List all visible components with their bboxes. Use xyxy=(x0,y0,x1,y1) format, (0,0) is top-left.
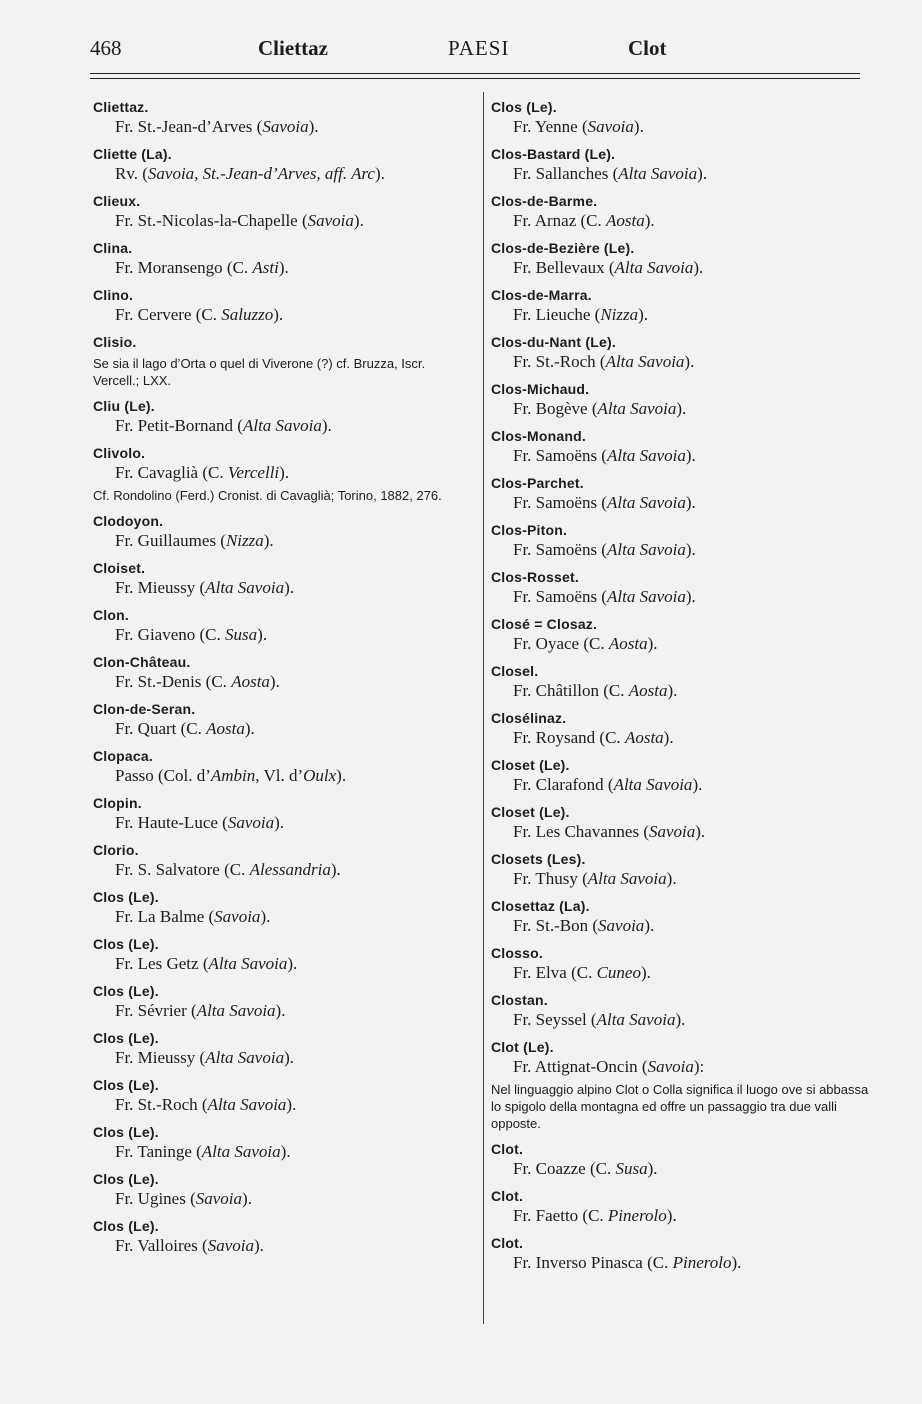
dictionary-entry xyxy=(491,145,877,184)
location-it: Alta Savoia xyxy=(201,1142,281,1161)
location-post: ). xyxy=(695,822,706,841)
dictionary-entry xyxy=(93,1217,473,1256)
entry-location xyxy=(491,539,877,560)
location-it: Alessandria xyxy=(249,860,331,879)
location-pre: Fr. Samoëns ( xyxy=(513,446,607,465)
location-it: Alta Savoia xyxy=(596,1010,676,1029)
location-post: ). xyxy=(676,399,687,418)
location-it: Savoia xyxy=(647,1057,694,1076)
entry-note: Nel linguaggio alpino Clot o Colla significa il luogo ove si abbassa lo spigolo della montagna ed offre un passaggio tra due valli opposte. xyxy=(491,1082,869,1131)
entry-headword: Clos-Michaud. xyxy=(491,381,590,397)
entry-location xyxy=(93,462,473,483)
dictionary-entry xyxy=(491,427,877,466)
location-post: ). xyxy=(666,1206,677,1225)
location-post: ). xyxy=(279,463,290,482)
entry-location xyxy=(93,624,473,645)
dictionary-entry xyxy=(491,192,877,231)
dictionary-entry xyxy=(491,709,877,748)
dictionary-entry xyxy=(93,98,473,137)
location-it: Alta Savoia xyxy=(242,416,322,435)
dictionary-entry xyxy=(491,944,877,983)
location-post: ). xyxy=(685,493,696,512)
location-pre: Fr. La Balme ( xyxy=(115,907,215,926)
location-pre: Fr. Ugines ( xyxy=(115,1189,196,1208)
entry-location xyxy=(93,812,473,833)
location-pre: Fr. Giaveno (C. xyxy=(115,625,226,644)
entry-headword: Closet (Le). xyxy=(491,757,570,773)
page-number: 468 xyxy=(90,36,122,60)
location-post: ). xyxy=(374,164,385,183)
location-pre: Fr. Lieuche ( xyxy=(513,305,601,324)
location-it: Alta Savoia xyxy=(205,578,285,597)
location-post: ). xyxy=(269,672,280,691)
location-it: Aosta xyxy=(606,211,645,230)
entry-location xyxy=(93,1235,473,1256)
location-pre: Fr. Châtillon (C. xyxy=(513,681,629,700)
location-pre: Fr. Mieussy ( xyxy=(115,1048,206,1067)
entry-headword: Clisio. xyxy=(93,334,137,350)
dictionary-entry xyxy=(93,1170,473,1209)
entry-headword: Clos-de-Bezière (Le). xyxy=(491,240,635,256)
entry-note: Se sia il lago d’Orta o quel di Viverone (?) cf. Bruzza, Iscr. Vercell.; LXX. xyxy=(93,356,426,388)
location-it: Alta Savoia xyxy=(606,587,686,606)
entry-location xyxy=(93,577,473,598)
entry-location xyxy=(491,210,877,231)
entry-headword: Clos-du-Nant (Le). xyxy=(491,334,616,350)
location-it: Pinerolo xyxy=(672,1253,732,1272)
location-pre: Fr. Bellevaux ( xyxy=(513,258,615,277)
entry-headword: Clos-Piton. xyxy=(491,522,568,538)
location-pre: Fr. St.-Nicolas-la-Chapelle ( xyxy=(115,211,308,230)
dictionary-entry xyxy=(491,803,877,842)
entry-location xyxy=(93,906,473,927)
dictionary-entry xyxy=(491,850,877,889)
entry-headword: Clot (Le). xyxy=(491,1039,554,1055)
location-post: ). xyxy=(666,869,677,888)
location-it: Alta Savoia xyxy=(205,1048,285,1067)
dictionary-entry xyxy=(93,982,473,1021)
entry-headword: Closettaz (La). xyxy=(491,898,590,914)
dictionary-entry xyxy=(93,286,473,325)
location-post: ). xyxy=(353,211,364,230)
left-catchword: Cliettaz xyxy=(258,36,328,60)
location-it: Nizza xyxy=(225,531,264,550)
entry-location xyxy=(491,633,877,654)
dictionary-entry xyxy=(93,512,473,551)
dictionary-entry xyxy=(491,286,877,325)
location-post: ). xyxy=(685,587,696,606)
location-pre: Fr. Coazze (C. xyxy=(513,1159,616,1178)
dictionary-entry xyxy=(93,1123,473,1162)
entry-headword: Clopin. xyxy=(93,795,142,811)
dictionary-entry xyxy=(93,747,473,786)
left-column xyxy=(93,98,473,1264)
entry-location xyxy=(491,492,877,513)
entry-location xyxy=(93,1094,473,1115)
entry-location xyxy=(93,210,473,231)
dictionary-entry xyxy=(93,444,473,504)
right-column xyxy=(491,98,877,1281)
location-it: Alta Savoia xyxy=(613,775,693,794)
location-it: Asti xyxy=(252,258,279,277)
location-post: ). xyxy=(692,775,703,794)
dictionary-entry xyxy=(491,662,877,701)
dictionary-entry xyxy=(93,888,473,927)
dictionary-entry xyxy=(491,1140,877,1179)
dictionary-entry xyxy=(93,145,473,184)
entry-headword: Clot. xyxy=(491,1235,524,1251)
section-title: PAESI xyxy=(448,36,510,60)
dictionary-entry xyxy=(93,192,473,231)
location-it: Savoia xyxy=(207,1236,254,1255)
entry-location xyxy=(491,868,877,889)
entry-location xyxy=(93,116,473,137)
entry-headword: Clos (Le). xyxy=(93,1124,159,1140)
location-pre: Fr. Valloires ( xyxy=(115,1236,208,1255)
entry-location xyxy=(491,1158,877,1179)
location-pre: Fr. Thusy ( xyxy=(513,869,588,888)
location-post: ). xyxy=(274,813,285,832)
location-post: ). xyxy=(260,907,271,926)
location-post: ). xyxy=(273,305,284,324)
entry-headword: Clos-de-Barme. xyxy=(491,193,598,209)
dictionary-entry xyxy=(491,239,877,278)
dictionary-entry xyxy=(93,653,473,692)
dictionary-entry xyxy=(491,568,877,607)
location-it: Aosta xyxy=(231,672,270,691)
entry-headword: Clot. xyxy=(491,1141,524,1157)
location-it: Alta Savoia xyxy=(597,399,677,418)
dictionary-entry xyxy=(491,333,877,372)
location-post: ). xyxy=(330,860,341,879)
location-post: ). xyxy=(693,258,704,277)
location-post: ). xyxy=(257,625,268,644)
location-it: Alta Savoia xyxy=(606,540,686,559)
dictionary-entry xyxy=(93,333,473,389)
entry-note: Cf. Rondolino (Ferd.) Cronist. di Cavaglià; Torino, 1882, 276. xyxy=(93,488,442,503)
dictionary-entry xyxy=(93,239,473,278)
location-pre: Fr. Les Chavannes ( xyxy=(513,822,649,841)
entry-headword: Clos (Le). xyxy=(93,1171,159,1187)
location-post: ). xyxy=(286,1095,297,1114)
location-it: Savoia xyxy=(598,916,645,935)
location-post: ). xyxy=(633,117,644,136)
header-rule xyxy=(90,78,860,79)
entry-location xyxy=(491,116,877,137)
location-pre: Fr. Faetto (C. xyxy=(513,1206,608,1225)
location-pre: Fr. Quart (C. xyxy=(115,719,207,738)
location-pre: Fr. Guillaumes ( xyxy=(115,531,226,550)
location-it2: Oulx xyxy=(303,766,337,785)
location-post: ). xyxy=(308,117,319,136)
location-post: ). xyxy=(263,531,274,550)
entry-location xyxy=(491,727,877,748)
entry-headword: Clos (Le). xyxy=(93,1077,159,1093)
entry-headword: Clos (Le). xyxy=(93,983,159,999)
entry-headword: Clos-Parchet. xyxy=(491,475,584,491)
entry-location xyxy=(491,163,877,184)
location-it: Aosta xyxy=(628,681,668,700)
entry-headword: Closet (Le). xyxy=(491,804,570,820)
location-post: ). xyxy=(697,164,708,183)
location-post: ). xyxy=(284,578,294,597)
entry-headword: Clon-Château. xyxy=(93,654,191,670)
location-pre: Fr. St.-Roch ( xyxy=(115,1095,208,1114)
entry-headword: Closets (Les). xyxy=(491,851,586,867)
location-it: Cuneo xyxy=(596,963,641,982)
entry-location xyxy=(93,163,473,184)
location-post: ). xyxy=(321,416,332,435)
location-post: ). xyxy=(684,352,695,371)
location-it: Savoia xyxy=(227,813,275,832)
entry-headword: Clos-Bastard (Le). xyxy=(491,146,616,162)
entry-headword: Cliette (La). xyxy=(93,146,172,162)
location-pre: Fr. Mieussy ( xyxy=(115,578,206,597)
location-it: Susa xyxy=(615,1159,648,1178)
location-it: Alta Savoia xyxy=(207,1095,287,1114)
location-post: ). xyxy=(638,305,649,324)
entry-headword: Clon. xyxy=(93,607,129,623)
dictionary-entry xyxy=(491,1234,877,1273)
entry-location xyxy=(93,1188,473,1209)
location-pre: Fr. Samoëns ( xyxy=(513,493,607,512)
entry-headword: Cliettaz. xyxy=(93,99,149,115)
location-it: Nizza xyxy=(600,305,639,324)
entry-headword: Closé = Closaz. xyxy=(491,616,598,632)
dictionary-entry xyxy=(491,521,877,560)
location-pre: Fr. Yenne ( xyxy=(513,117,588,136)
entry-location xyxy=(491,445,877,466)
location-post: ). xyxy=(244,719,255,738)
entry-location xyxy=(491,1252,877,1273)
entry-location xyxy=(93,530,473,551)
location-it: Alta Savoia xyxy=(614,258,694,277)
location-post: ). xyxy=(254,1236,264,1255)
location-post: ). xyxy=(667,681,678,700)
location-pre: Fr. St.-Bon ( xyxy=(513,916,599,935)
location-pre: Fr. Samoëns ( xyxy=(513,587,607,606)
entry-headword: Clos (Le). xyxy=(93,936,159,952)
entry-location xyxy=(93,953,473,974)
location-pre: Fr. Les Getz ( xyxy=(115,954,209,973)
location-it: Aosta xyxy=(206,719,245,738)
entry-location xyxy=(93,718,473,739)
location-it: Savoia xyxy=(307,211,354,230)
dictionary-entry xyxy=(93,794,473,833)
entry-location xyxy=(491,915,877,936)
entry-headword: Clos (Le). xyxy=(93,1218,159,1234)
location-post: ). xyxy=(647,1159,658,1178)
location-pre: Fr. Elva (C. xyxy=(513,963,597,982)
entry-location xyxy=(491,351,877,372)
entry-headword: Clino. xyxy=(93,287,134,303)
running-header xyxy=(90,36,860,68)
entry-location xyxy=(93,765,473,786)
location-it: Aosta xyxy=(608,634,648,653)
entry-headword: Clieux. xyxy=(93,193,141,209)
location-pre: Fr. Attignat-Oncin ( xyxy=(513,1057,648,1076)
location-pre: Fr. Sévrier ( xyxy=(115,1001,197,1020)
entry-headword: Clos-Rosset. xyxy=(491,569,579,585)
location-pre: Fr. Cavaglià (C. xyxy=(115,463,228,482)
location-it: Alta Savoia xyxy=(606,446,686,465)
right-catchword: Clot xyxy=(628,36,667,60)
dictionary-entry xyxy=(491,98,877,137)
dictionary-entry xyxy=(93,841,473,880)
location-it: Savoia, St.-Jean-d’Arves, aff. Arc xyxy=(147,164,375,183)
location-pre: Fr. St.-Jean-d’Arves ( xyxy=(115,117,263,136)
entry-headword: Closso. xyxy=(491,945,543,961)
entry-headword: Clos (Le). xyxy=(93,1030,159,1046)
location-post: ). xyxy=(731,1253,742,1272)
entry-location xyxy=(93,1000,473,1021)
location-pre: Fr. Samoëns ( xyxy=(513,540,607,559)
location-pre: Fr. Clarafond ( xyxy=(513,775,614,794)
location-post: ). xyxy=(675,1010,686,1029)
entry-location xyxy=(491,257,877,278)
location-it: Savoia xyxy=(587,117,634,136)
entry-headword: Clopaca. xyxy=(93,748,153,764)
location-post: ). xyxy=(242,1189,252,1208)
location-pre: Fr. Sallanches ( xyxy=(513,164,619,183)
dictionary-entry xyxy=(93,397,473,436)
entry-location xyxy=(491,1056,877,1077)
entry-location xyxy=(93,859,473,880)
dictionary-entry xyxy=(491,897,877,936)
location-it: Pinerolo xyxy=(607,1206,667,1225)
location-it: Savoia xyxy=(214,907,261,926)
entry-location xyxy=(93,415,473,436)
location-it: Alta Savoia xyxy=(587,869,667,888)
location-pre: Fr. Arnaz (C. xyxy=(513,211,607,230)
entry-headword: Clot. xyxy=(491,1188,524,1204)
location-pre: Fr. Seyssel ( xyxy=(513,1010,597,1029)
dictionary-entry xyxy=(491,1038,877,1132)
location-pre: Fr. Roysand (C. xyxy=(513,728,625,747)
location-pre: Fr. St.-Denis (C. xyxy=(115,672,232,691)
entry-location xyxy=(491,304,877,325)
dictionary-entry xyxy=(491,615,877,654)
dictionary-entry xyxy=(93,1029,473,1068)
location-post: ). xyxy=(275,1001,286,1020)
entry-location xyxy=(93,304,473,325)
column-divider xyxy=(483,92,484,1324)
dictionary-entry xyxy=(93,1076,473,1115)
location-post2: ). xyxy=(336,766,347,785)
location-it: Vercelli xyxy=(227,463,280,482)
location-post: ). xyxy=(287,954,298,973)
location-pre: Fr. Haute-Luce ( xyxy=(115,813,228,832)
location-it: Savoia xyxy=(262,117,309,136)
entry-location xyxy=(491,680,877,701)
location-it: Susa xyxy=(225,625,258,644)
entry-location xyxy=(491,962,877,983)
dictionary-entry xyxy=(491,474,877,513)
location-it: Alta Savoia xyxy=(618,164,698,183)
dictionary-entry xyxy=(491,1187,877,1226)
location-post: ). xyxy=(280,1142,291,1161)
entry-location xyxy=(491,1009,877,1030)
entry-location xyxy=(93,1047,473,1068)
location-it: Alta Savoia xyxy=(606,493,686,512)
entry-headword: Clina. xyxy=(93,240,133,256)
location-post: ). xyxy=(685,540,696,559)
entry-headword: Clos (Le). xyxy=(93,889,159,905)
location-post: ). xyxy=(644,211,655,230)
entry-location xyxy=(93,1141,473,1162)
entry-location xyxy=(491,398,877,419)
location-pre: Fr. St.-Roch ( xyxy=(513,352,606,371)
entry-location xyxy=(491,821,877,842)
location-pre: Fr. Moransengo (C. xyxy=(115,258,253,277)
dictionary-entry xyxy=(93,559,473,598)
location-pre: Fr. Inverso Pinasca (C. xyxy=(513,1253,673,1272)
location-it: Alta Savoia xyxy=(196,1001,276,1020)
location-post: , Vl. d’ xyxy=(255,766,304,785)
dictionary-entry xyxy=(491,756,877,795)
location-it: Saluzzo xyxy=(221,305,274,324)
location-pre: Fr. S. Salvatore (C. xyxy=(115,860,250,879)
entry-headword: Clos (Le). xyxy=(491,99,557,115)
location-it: Savoia xyxy=(648,822,696,841)
entry-headword: Clostan. xyxy=(491,992,548,1008)
location-post: ). xyxy=(278,258,289,277)
location-post: ). xyxy=(284,1048,294,1067)
location-post: ): xyxy=(693,1057,705,1076)
location-pre: Fr. Petit-Bornand ( xyxy=(115,416,243,435)
entry-headword: Closel. xyxy=(491,663,539,679)
location-it: Alta Savoia xyxy=(208,954,288,973)
entry-location xyxy=(491,586,877,607)
entry-headword: Clodoyon. xyxy=(93,513,164,529)
entry-headword: Clon-de-Seran. xyxy=(93,701,196,717)
location-pre: Fr. Bogève ( xyxy=(513,399,598,418)
dictionary-entry xyxy=(93,935,473,974)
location-pre: Fr. Taninge ( xyxy=(115,1142,202,1161)
entry-headword: Cloiset. xyxy=(93,560,146,576)
entry-location xyxy=(491,1205,877,1226)
location-pre: Fr. Cervere (C. xyxy=(115,305,222,324)
entry-location xyxy=(93,671,473,692)
entry-headword: Clos-de-Marra. xyxy=(491,287,592,303)
location-pre: Fr. Oyace (C. xyxy=(513,634,609,653)
location-post: ). xyxy=(685,446,696,465)
location-it: Ambin xyxy=(210,766,256,785)
location-it: Aosta xyxy=(624,728,664,747)
dictionary-entry xyxy=(491,991,877,1030)
entry-headword: Clivolo. xyxy=(93,445,146,461)
location-post: ). xyxy=(644,916,655,935)
dictionary-entry xyxy=(93,700,473,739)
location-pre: Passo (Col. d’ xyxy=(115,766,211,785)
location-post: ). xyxy=(663,728,674,747)
entry-headword: Clorio. xyxy=(93,842,139,858)
location-it: Savoia xyxy=(195,1189,243,1208)
header-rule xyxy=(90,73,860,74)
entry-headword: Closélinaz. xyxy=(491,710,567,726)
location-post: ). xyxy=(647,634,658,653)
dictionary-entry xyxy=(491,380,877,419)
location-pre: Rv. ( xyxy=(115,164,148,183)
dictionary-entry xyxy=(93,606,473,645)
entry-headword: Clos-Monand. xyxy=(491,428,586,444)
entry-location xyxy=(491,774,877,795)
location-it: Alta Savoia xyxy=(605,352,685,371)
entry-headword: Cliu (Le). xyxy=(93,398,155,414)
location-post: ). xyxy=(640,963,651,982)
entry-location xyxy=(93,257,473,278)
